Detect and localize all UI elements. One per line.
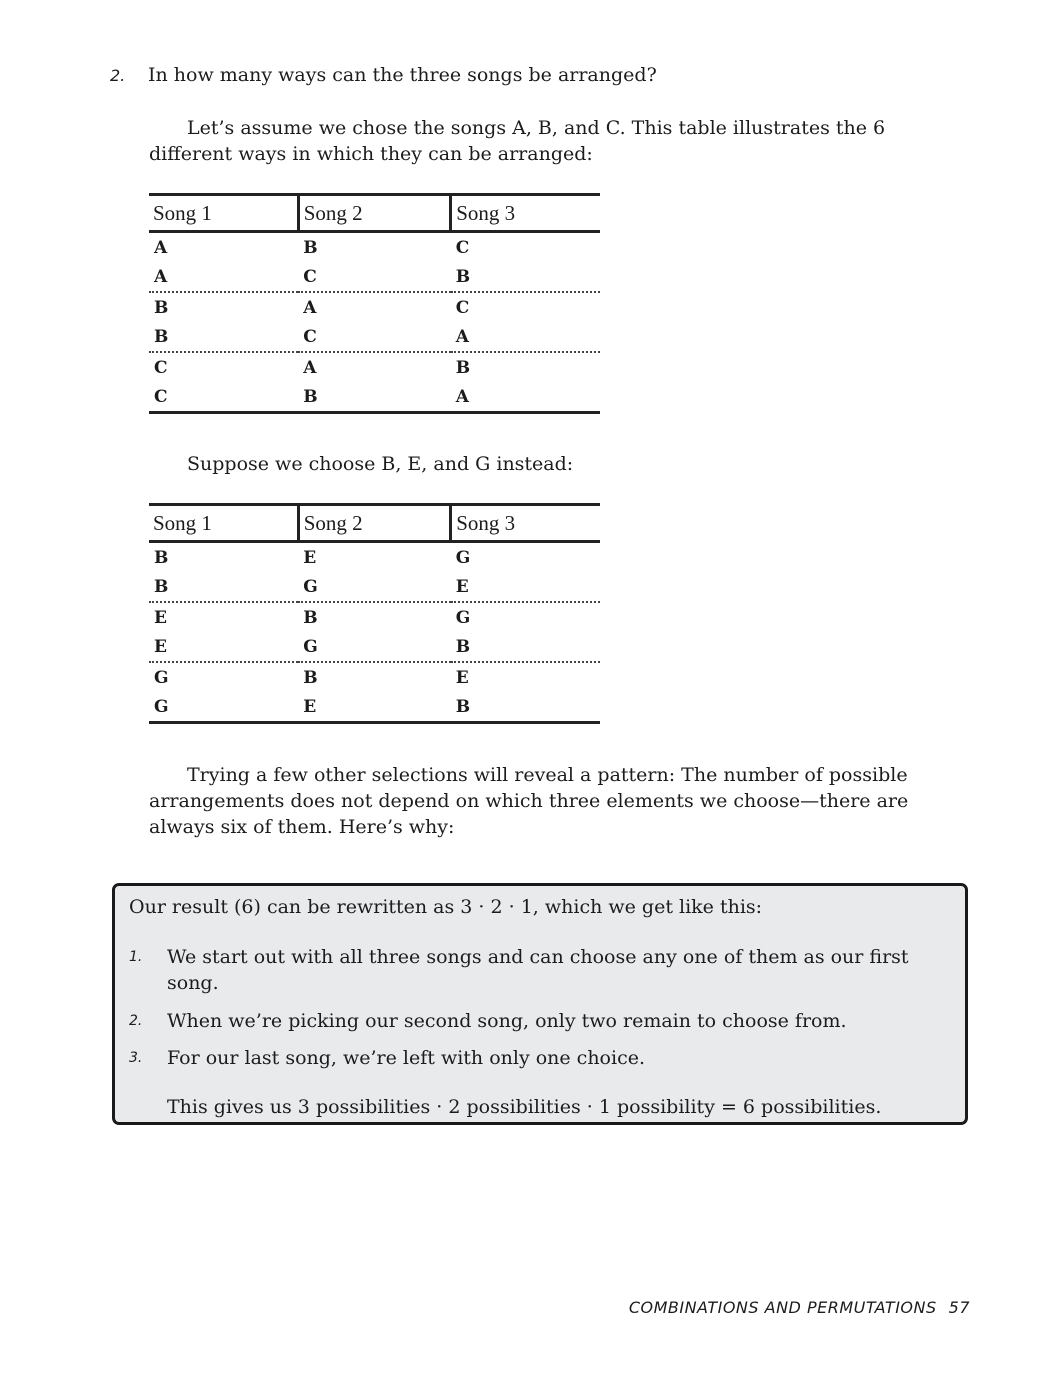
box-result: This gives us 3 possibilities · 2 possibilities · 1 possibility = 6 possibilities.	[167, 1096, 882, 1118]
table-cell: G	[154, 667, 169, 688]
table-cell: C	[149, 382, 298, 413]
column-header: Song 3	[451, 195, 600, 232]
table-row	[149, 662, 600, 692]
table-row	[149, 322, 600, 352]
page-footer	[629, 1298, 970, 1317]
step-number: 2.	[129, 1013, 143, 1029]
list-item	[129, 944, 949, 996]
table-row	[149, 352, 600, 382]
column-header: Song 3	[451, 505, 600, 542]
table-cell: C	[298, 322, 451, 352]
box-intro: Our result (6) can be rewritten as 3 · 2 · 1, which we get like this:	[129, 896, 763, 918]
table-header-row	[149, 505, 600, 542]
table-cell: B	[303, 607, 318, 628]
table-cell: C	[455, 297, 470, 318]
pattern-paragraph: Trying a few other selections will reveal a pattern: The number of possible arrangements does not depend on which three elements we choose—there are always six of them. Here’s why:	[149, 764, 909, 838]
table-cell: A	[451, 382, 600, 413]
table-cell: B	[451, 632, 600, 662]
table-row	[149, 232, 600, 263]
table-row	[149, 572, 600, 602]
suppose-paragraph: Suppose we choose B, E, and G instead:	[187, 453, 574, 475]
table-cell: B	[154, 297, 169, 318]
table-row	[149, 262, 600, 292]
table-cell: B	[455, 357, 471, 378]
table-cell: B	[154, 547, 169, 568]
table-cell: A	[149, 262, 298, 292]
step-text: For our last song, we’re left with only one choice.	[167, 1047, 645, 1069]
table-row	[149, 292, 600, 322]
table-cell: B	[451, 262, 600, 292]
table-cell: B	[303, 667, 318, 688]
table-cell: B	[303, 237, 318, 258]
footer-title: COMBINATIONS AND PERMUTATIONS	[628, 1298, 937, 1317]
table-row	[149, 632, 600, 662]
table-cell: G	[149, 692, 298, 723]
songs-table-beg	[149, 503, 600, 724]
table-cell: C	[298, 262, 451, 292]
table-cell: B	[149, 572, 298, 602]
table-cell: G	[455, 547, 471, 568]
question-number: 2.	[110, 66, 126, 85]
table-cell: A	[154, 237, 168, 258]
table-cell: G	[298, 632, 451, 662]
table-cell: C	[154, 357, 168, 378]
step-number: 3.	[129, 1050, 143, 1066]
table-cell: B	[298, 382, 451, 413]
column-header: Song 1	[149, 195, 298, 232]
table-header-row	[149, 195, 600, 232]
question-text: In how many ways can the three songs be arranged?	[148, 64, 657, 86]
table-cell: A	[303, 357, 317, 378]
table-cell: B	[149, 322, 298, 352]
column-header: Song 1	[149, 505, 298, 542]
column-header: Song 2	[298, 505, 451, 542]
table-row	[149, 602, 600, 632]
table-cell: G	[455, 607, 471, 628]
table-cell: A	[303, 297, 317, 318]
table-cell: B	[451, 692, 600, 723]
step-number: 1.	[129, 949, 143, 965]
table-row	[149, 382, 600, 413]
table-row	[149, 692, 600, 723]
table-cell: A	[451, 322, 600, 352]
list-item	[129, 1045, 949, 1071]
table-cell: E	[455, 667, 469, 688]
intro-paragraph: Let’s assume we chose the songs A, B, and C. This table illustrates the 6 different ways in which they can be arranged:	[149, 117, 886, 165]
step-text: We start out with all three songs and can choose any one of them as our first song.	[167, 946, 909, 994]
list-item	[129, 1008, 949, 1034]
table-cell: C	[455, 237, 470, 258]
table-row	[149, 542, 600, 573]
table-cell: G	[298, 572, 451, 602]
songs-table-abc	[149, 193, 600, 414]
step-text: When we’re picking our second song, only two remain to choose from.	[167, 1010, 847, 1032]
explanation-box	[112, 883, 968, 1125]
column-header: Song 2	[298, 195, 451, 232]
table-cell: E	[298, 692, 451, 723]
table-cell: E	[451, 572, 600, 602]
table-cell: E	[154, 607, 167, 628]
question	[110, 64, 657, 86]
page-number: 57	[948, 1298, 970, 1317]
table-cell: E	[303, 547, 317, 568]
table-cell: E	[149, 632, 298, 662]
